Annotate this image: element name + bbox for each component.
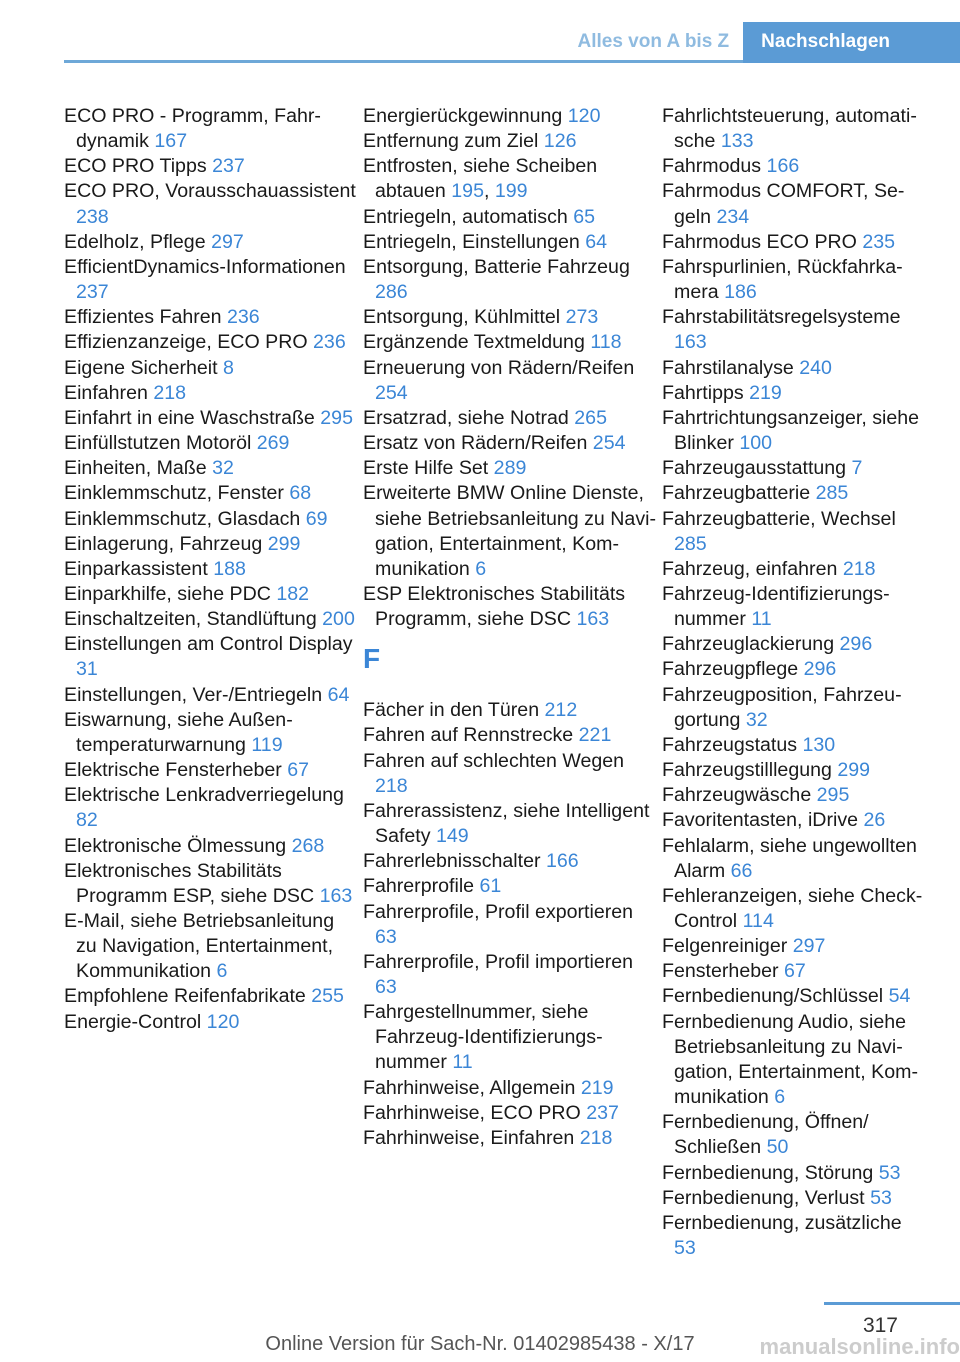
index-entry <box>363 1126 662 1151</box>
page-ref-link[interactable]: 182 <box>276 582 310 605</box>
index-entry-text: Einklemmschutz, Fenster <box>64 482 290 505</box>
page-ref-link[interactable]: 32 <box>212 457 234 480</box>
index-entry-text: Empfohlene Reifenfabrikate <box>64 985 312 1008</box>
index-entry-text: Fahrerprofile, Profil exportieren <box>363 900 634 923</box>
page-ref-link[interactable]: 167 <box>154 130 188 153</box>
page-ref-link[interactable]: 297 <box>211 230 244 253</box>
index-entry-text: Fahrzeugausstattung <box>662 457 852 480</box>
page-ref-link[interactable]: 118 <box>590 331 622 354</box>
index-entry-text: Fahrmodus ECO PRO <box>662 230 863 253</box>
index-entry-text: Fernbedienung Audio, siehe Betriebsanleitung zu Navigation, Entertainment, Kommunikation <box>662 1010 918 1109</box>
index-entry <box>363 129 662 154</box>
index-entry <box>662 1110 930 1160</box>
index-entry-text: Fahrerprofile, Profil importieren <box>363 950 634 973</box>
page-ref-link[interactable]: 6 <box>216 960 228 983</box>
index-column-2 <box>363 104 662 1261</box>
index-entry <box>662 884 930 934</box>
page-ref-link[interactable]: 285 <box>674 532 707 555</box>
index-entry <box>363 456 662 481</box>
index-entry <box>662 783 930 808</box>
page-ref-link[interactable]: 133 <box>720 130 754 153</box>
page-ref-link[interactable]: 295 <box>816 784 850 807</box>
index-entry <box>363 582 662 632</box>
index-entry-text: ECO PRO, Vorausschauassistent <box>64 180 356 203</box>
index-entry <box>64 179 363 229</box>
page-ref-link[interactable]: 6 <box>774 1086 786 1109</box>
index-entry <box>64 758 363 783</box>
index-entry-text: Effizientes Fahren <box>64 306 228 329</box>
index-entry <box>363 205 662 230</box>
online-version-note: Online Version für Sach-Nr. 01402985438 - X/17 <box>265 1333 695 1355</box>
index-entry <box>662 758 930 783</box>
index-entry <box>662 230 930 255</box>
index-entry-text: Fahrerassistenz, siehe Intelligent Safety <box>363 799 650 848</box>
page-ref-link[interactable]: 218 <box>153 381 187 404</box>
page-ref-link[interactable]: 218 <box>375 774 408 797</box>
index-entry <box>64 984 363 1009</box>
index-entry-text: Fahrzeugstatus <box>662 733 803 756</box>
index-entry-text: Favoritentasten, iDrive <box>662 809 864 832</box>
index-entry-text: Einlagerung, Fahrzeug <box>64 532 268 555</box>
index-entry <box>662 179 930 229</box>
page-ref-link[interactable]: 11 <box>452 1051 473 1074</box>
index-entry <box>64 683 363 708</box>
index-columns <box>64 104 930 1261</box>
page-number: 317 <box>862 1314 898 1337</box>
page-ref-link[interactable]: 296 <box>803 658 837 681</box>
index-entry-text: Elektronisches Stabilitäts Programm ESP, siehe DSC <box>64 859 320 907</box>
index-entry-text: Elektrische Lenkradverriegelung <box>64 784 344 807</box>
index-entry-text: Fahrzeugwäsche <box>662 784 817 807</box>
page-ref-link[interactable]: 254 <box>375 381 408 404</box>
index-entry-text: Fahrhinweise, Einfahren <box>363 1126 580 1149</box>
page-ref-link[interactable]: 61 <box>479 875 502 898</box>
index-entry-text: Fächer in den Türen <box>363 699 545 722</box>
index-entry <box>64 431 363 456</box>
index-entry-text: Fahrzeugpflege <box>662 658 804 681</box>
index-entry <box>363 230 662 255</box>
index-entry-text: Erweiterte BMW Online Dienste, siehe Betriebsanleitung zu Navigation, Entertainment, Kommunikation <box>363 482 657 580</box>
page-ref-link[interactable]: 219 <box>749 381 782 404</box>
index-entry-text: Fahrhinweise, Allgemein <box>363 1076 581 1099</box>
index-entry <box>64 607 363 632</box>
index-entry <box>64 507 363 532</box>
index-entry <box>363 1101 662 1126</box>
index-entry-text: ESP Elektronisches Stabilitäts Programm, siehe DSC <box>363 582 626 631</box>
index-entry-text: Einfahrt in eine Waschstraße <box>64 406 321 429</box>
index-entry <box>363 1076 662 1101</box>
index-entry-text: Elektrische Fensterheber <box>64 759 288 782</box>
index-entry <box>662 984 930 1009</box>
index-entry-text: Fahrstilanalyse <box>662 356 800 379</box>
index-entry-text: Fahren auf schlechten Wegen <box>363 749 625 772</box>
page-ref-link[interactable]: 65 <box>573 205 595 228</box>
page-ref-link[interactable]: 200 <box>322 608 355 631</box>
index-entry <box>64 632 363 682</box>
index-entry-text: Einstellungen am Control Display <box>64 633 353 656</box>
page-ref-link[interactable]: 188 <box>213 557 246 580</box>
index-entry-text: Entfrosten, siehe Scheiben abtauen <box>363 155 598 203</box>
page-ref-separator: , <box>483 180 495 203</box>
page-ref-link[interactable]: 296 <box>839 633 873 656</box>
page-ref-link[interactable]: 120 <box>567 105 601 127</box>
index-entry <box>662 456 930 481</box>
index-entry <box>64 230 363 255</box>
page-ref-link[interactable]: 268 <box>291 834 325 857</box>
page-ref-link[interactable]: 163 <box>576 608 610 631</box>
page-ref-link[interactable]: 295 <box>320 406 353 429</box>
index-entry <box>64 708 363 758</box>
index-entry-text: Fahrspurlinien, Rückfahrkamera <box>662 255 903 304</box>
index-entry-text: Fernbedienung/Schlüssel <box>662 985 889 1008</box>
index-entry-text: Einfahren <box>64 381 154 404</box>
index-entry <box>64 582 363 607</box>
page-ref-link[interactable]: 68 <box>289 482 312 505</box>
page-ref-link[interactable]: 166 <box>766 155 800 178</box>
page-ref-link[interactable]: 26 <box>863 809 886 832</box>
index-entry-text: Fahrzeugbatterie, Wechsel <box>662 507 896 530</box>
index-entry-text: ECO PRO Tipps <box>64 155 213 178</box>
page-ref-link[interactable]: 237 <box>586 1101 619 1124</box>
index-entry <box>363 1000 662 1075</box>
page-ref-link[interactable]: 69 <box>305 507 328 530</box>
index-entry <box>662 934 930 959</box>
page-ref-link[interactable]: 166 <box>545 850 579 873</box>
index-entry <box>64 783 363 833</box>
page-ref-link[interactable]: 163 <box>319 884 353 907</box>
page-ref-link[interactable]: 269 <box>256 432 290 455</box>
page-ref-link[interactable]: 195 <box>451 180 484 203</box>
index-entry <box>662 507 930 557</box>
index-entry <box>64 481 363 506</box>
page-ref-link[interactable]: 63 <box>375 976 397 998</box>
watermark-text: manualsonline.info <box>759 1334 960 1359</box>
index-entry-text: Einfüllstutzen Motoröl <box>64 432 257 455</box>
page-ref-link[interactable]: 236 <box>227 306 260 329</box>
index-entry <box>363 481 662 582</box>
index-entry <box>662 481 930 506</box>
page-ref-link[interactable]: 50 <box>766 1136 789 1159</box>
page-ref-link[interactable]: 67 <box>783 960 806 983</box>
index-column-1 <box>64 104 363 1261</box>
index-entry <box>662 356 930 381</box>
index-entry <box>363 849 662 874</box>
index-entry <box>64 406 363 431</box>
page-ref-link[interactable]: 64 <box>585 230 608 253</box>
page-ref-link[interactable]: 7 <box>851 457 863 480</box>
page-ref-link[interactable]: 31 <box>76 658 98 681</box>
page-ref-link[interactable]: 236 <box>313 331 346 354</box>
index-entry <box>64 305 363 330</box>
index-entry <box>662 406 930 456</box>
index-entry-text: Fahrhinweise, ECO PRO <box>363 1101 587 1124</box>
page-ref-link[interactable]: 199 <box>494 180 528 203</box>
page-ref-link[interactable]: 82 <box>76 809 98 832</box>
index-entry <box>662 582 930 632</box>
page-ref-link[interactable]: 120 <box>206 1010 240 1033</box>
index-entry <box>363 356 662 406</box>
index-entry <box>64 456 363 481</box>
index-entry-text: Fahrzeuglackierung <box>662 633 840 656</box>
index-entry <box>662 557 930 582</box>
index-entry <box>64 909 363 984</box>
index-entry <box>662 1211 930 1261</box>
index-entry <box>64 255 363 305</box>
index-entry-text: Einparkhilfe, siehe PDC <box>64 582 277 605</box>
index-entry-text: Ersatzrad, siehe Notrad <box>363 406 575 429</box>
index-entry-text: Einklemmschutz, Glasdach <box>64 507 306 530</box>
index-entry-text: Fehleranzeigen, siehe Check-Control <box>662 884 923 932</box>
index-entry-text: Fernbedienung, Verlust <box>662 1186 871 1209</box>
page-ref-link[interactable]: 219 <box>580 1076 614 1099</box>
index-entry <box>363 900 662 950</box>
page-ref-link[interactable]: 238 <box>76 205 109 228</box>
page-ref-link[interactable]: 273 <box>565 306 599 329</box>
page-ref-link[interactable]: 53 <box>878 1161 901 1184</box>
page-ref-link[interactable]: 237 <box>76 281 109 304</box>
index-entry-text: Fahrzeug-Identifizierungsnummer <box>662 582 890 631</box>
page-ref-link[interactable]: 299 <box>267 532 301 555</box>
page-ref-link[interactable]: 100 <box>739 432 773 455</box>
page-ref-link[interactable]: 254 <box>592 432 626 455</box>
index-entry <box>662 733 930 758</box>
index-entry <box>662 632 930 657</box>
page-ref-link[interactable]: 53 <box>674 1237 696 1260</box>
index-entry-text: Ergänzende Textmeldung <box>363 331 591 354</box>
index-entry <box>363 799 662 849</box>
index-entry <box>662 255 930 305</box>
page-ref-link[interactable]: 119 <box>251 733 283 756</box>
index-entry <box>662 1010 930 1111</box>
index-entry <box>662 1161 930 1186</box>
page-ref-link[interactable]: 163 <box>674 331 707 354</box>
index-entry-text: Fahrzeugstilllegung <box>662 759 838 782</box>
page-ref-link[interactable]: 221 <box>578 724 612 747</box>
index-entry-text: Einparkassistent <box>64 557 214 580</box>
index-entry-text: Entsorgung, Kühlmittel <box>363 306 566 329</box>
index-entry-text: Erste Hilfe Set <box>363 457 494 480</box>
page-ref-link[interactable]: 265 <box>574 406 607 429</box>
index-entry <box>662 834 930 884</box>
index-entry <box>662 808 930 833</box>
footer-rule <box>824 1302 960 1305</box>
page-ref-link[interactable]: 299 <box>837 759 871 782</box>
index-entry-text: Einstellungen, Ver-/Entriegeln <box>64 683 328 706</box>
index-entry-text: Einheiten, Maße <box>64 457 213 480</box>
index-entry <box>64 330 363 355</box>
index-entry <box>662 959 930 984</box>
page-ref-link[interactable]: 218 <box>842 557 876 580</box>
index-entry-text: Fahrerlebnisschalter <box>363 850 546 873</box>
index-entry <box>363 723 662 748</box>
page-ref-link[interactable]: 186 <box>724 281 757 304</box>
index-entry <box>363 154 662 204</box>
index-entry-text: Fernbedienung, zusätzliche <box>662 1211 902 1234</box>
page-ref-link[interactable]: 285 <box>815 482 849 505</box>
index-entry <box>64 154 363 179</box>
index-entry-text: Entsorgung, Batterie Fahrzeug <box>363 255 630 278</box>
page-ref-link[interactable]: 235 <box>862 230 896 253</box>
index-entry-text: Fahren auf Rennstrecke <box>363 724 579 747</box>
index-entry-text: Fahrerprofile <box>363 875 480 898</box>
page-ref-link[interactable]: 8 <box>223 356 234 379</box>
header-chapter-tab[interactable]: Nachschlagen <box>743 22 960 63</box>
page-ref-link[interactable]: 240 <box>799 356 832 379</box>
index-entry-text: Energierückgewinnung <box>363 105 568 127</box>
index-entry-text: Fahrstabilitätsregelsysteme <box>662 306 901 329</box>
index-entry-text: ECO PRO - Programm, Fahrdynamik <box>64 105 321 153</box>
page-ref-link[interactable]: 126 <box>543 130 577 153</box>
index-entry-text: Fahrgestellnummer, siehe Fahrzeug-Identifizierungsnummer <box>363 1001 603 1074</box>
index-entry <box>64 381 363 406</box>
index-entry <box>64 859 363 909</box>
page-ref-link[interactable]: 289 <box>493 457 527 480</box>
index-entry-text: Entriegeln, automatisch <box>363 205 574 228</box>
page-ref-link[interactable]: 53 <box>870 1186 892 1209</box>
index-entry <box>363 406 662 431</box>
page-ref-link[interactable]: 32 <box>745 708 768 731</box>
index-entry <box>363 431 662 456</box>
index-entry-text: Fahrmodus COMFORT, Segeln <box>662 180 905 228</box>
page-ref-link[interactable]: 130 <box>802 733 836 756</box>
index-entry-text: Fernbedienung, Störung <box>662 1161 879 1184</box>
index-entry-text: Edelholz, Pflege <box>64 230 212 253</box>
page-ref-link[interactable]: 149 <box>436 825 469 848</box>
index-entry <box>662 657 930 682</box>
page-ref-link[interactable]: 212 <box>544 699 578 722</box>
index-entry-text: Energie-Control <box>64 1010 207 1033</box>
index-entry-text: Entfernung zum Ziel <box>363 130 544 153</box>
index-entry-text: Fahrtipps <box>662 381 750 404</box>
index-entry-text: Eigene Sicherheit <box>64 356 224 379</box>
index-entry <box>64 557 363 582</box>
page-ref-link[interactable]: 66 <box>730 859 753 882</box>
page-ref-link[interactable]: 234 <box>716 205 750 228</box>
index-entry <box>363 698 662 723</box>
index-letter-heading: F <box>363 643 381 675</box>
index-entry <box>64 532 363 557</box>
index-entry-text: Fehlalarm, siehe ungewollten Alarm <box>662 834 917 882</box>
page-ref-link[interactable]: 237 <box>212 155 245 178</box>
index-entry-text: Fahrlichtsteuerung, automatische <box>662 105 917 153</box>
index-entry-text: Fernbedienung, Öffnen/​Schließen <box>662 1111 869 1159</box>
index-entry <box>363 104 662 129</box>
index-entry-text: EfficientDynamics-Informationen <box>64 255 346 278</box>
index-entry <box>363 305 662 330</box>
index-entry-text: Entriegeln, Einstellungen <box>363 230 586 253</box>
index-entry-text: Fahrtrichtungsanzeiger, siehe Blinker <box>662 406 920 455</box>
index-entry-text: Fahrzeugposition, Fahrzeugortung <box>662 683 902 731</box>
header-section-tab[interactable]: Alles von A bis Z <box>577 30 730 52</box>
page-ref-link[interactable]: 114 <box>742 910 774 932</box>
index-entry-text: Fensterheber <box>662 960 784 983</box>
index-entry-text: Erneuerung von Rädern/​Reifen <box>363 356 635 379</box>
index-entry-text: Fahrzeugbatterie <box>662 482 816 505</box>
page-ref-link[interactable]: 286 <box>375 281 408 304</box>
index-entry <box>363 330 662 355</box>
page-ref-link[interactable]: 218 <box>579 1126 613 1149</box>
page-ref-link[interactable]: 64 <box>327 683 350 706</box>
index-entry <box>662 1186 930 1211</box>
index-entry <box>662 104 930 154</box>
index-entry <box>363 950 662 1000</box>
page-ref-link[interactable]: 67 <box>287 759 310 782</box>
header-tabs <box>563 22 960 63</box>
index-entry <box>64 104 363 154</box>
page-ref-link[interactable]: 255 <box>311 985 344 1008</box>
index-entry <box>662 154 930 179</box>
index-entry <box>363 874 662 899</box>
index-entry-text: Felgenreiniger <box>662 935 793 958</box>
page-ref-link[interactable]: 63 <box>375 925 397 948</box>
index-entry <box>363 749 662 799</box>
index-entry <box>363 255 662 305</box>
index-entry-text: Einschaltzeiten, Standlüftung <box>64 608 323 631</box>
index-entry-text: Fahrzeug, einfahren <box>662 557 843 580</box>
index-entry-text: Elektronische Ölmessung <box>64 834 292 857</box>
index-entry-text: Eiswarnung, siehe Außentemperaturwarnung <box>64 708 293 756</box>
page-ref-link[interactable]: 297 <box>792 935 826 958</box>
index-entry-text: E-Mail, siehe Betriebsanleitung zu Navigation, Entertainment, Kommunikation <box>64 910 335 983</box>
index-entry <box>64 834 363 859</box>
index-entry-text: Effizienzanzeige, ECO PRO <box>64 331 314 354</box>
index-entry <box>64 1010 363 1035</box>
page-ref-link[interactable]: 54 <box>888 985 911 1008</box>
index-column-3 <box>662 104 930 1261</box>
index-entry <box>662 305 930 355</box>
index-entry-text: Fahrmodus <box>662 155 767 178</box>
page-ref-link[interactable]: 6 <box>475 557 487 580</box>
index-entry <box>64 356 363 381</box>
page-ref-link[interactable]: 11 <box>751 608 772 631</box>
index-entry-text: Ersatz von Rädern/​Reifen <box>363 432 593 455</box>
index-entry <box>662 683 930 733</box>
index-entry <box>662 381 930 406</box>
